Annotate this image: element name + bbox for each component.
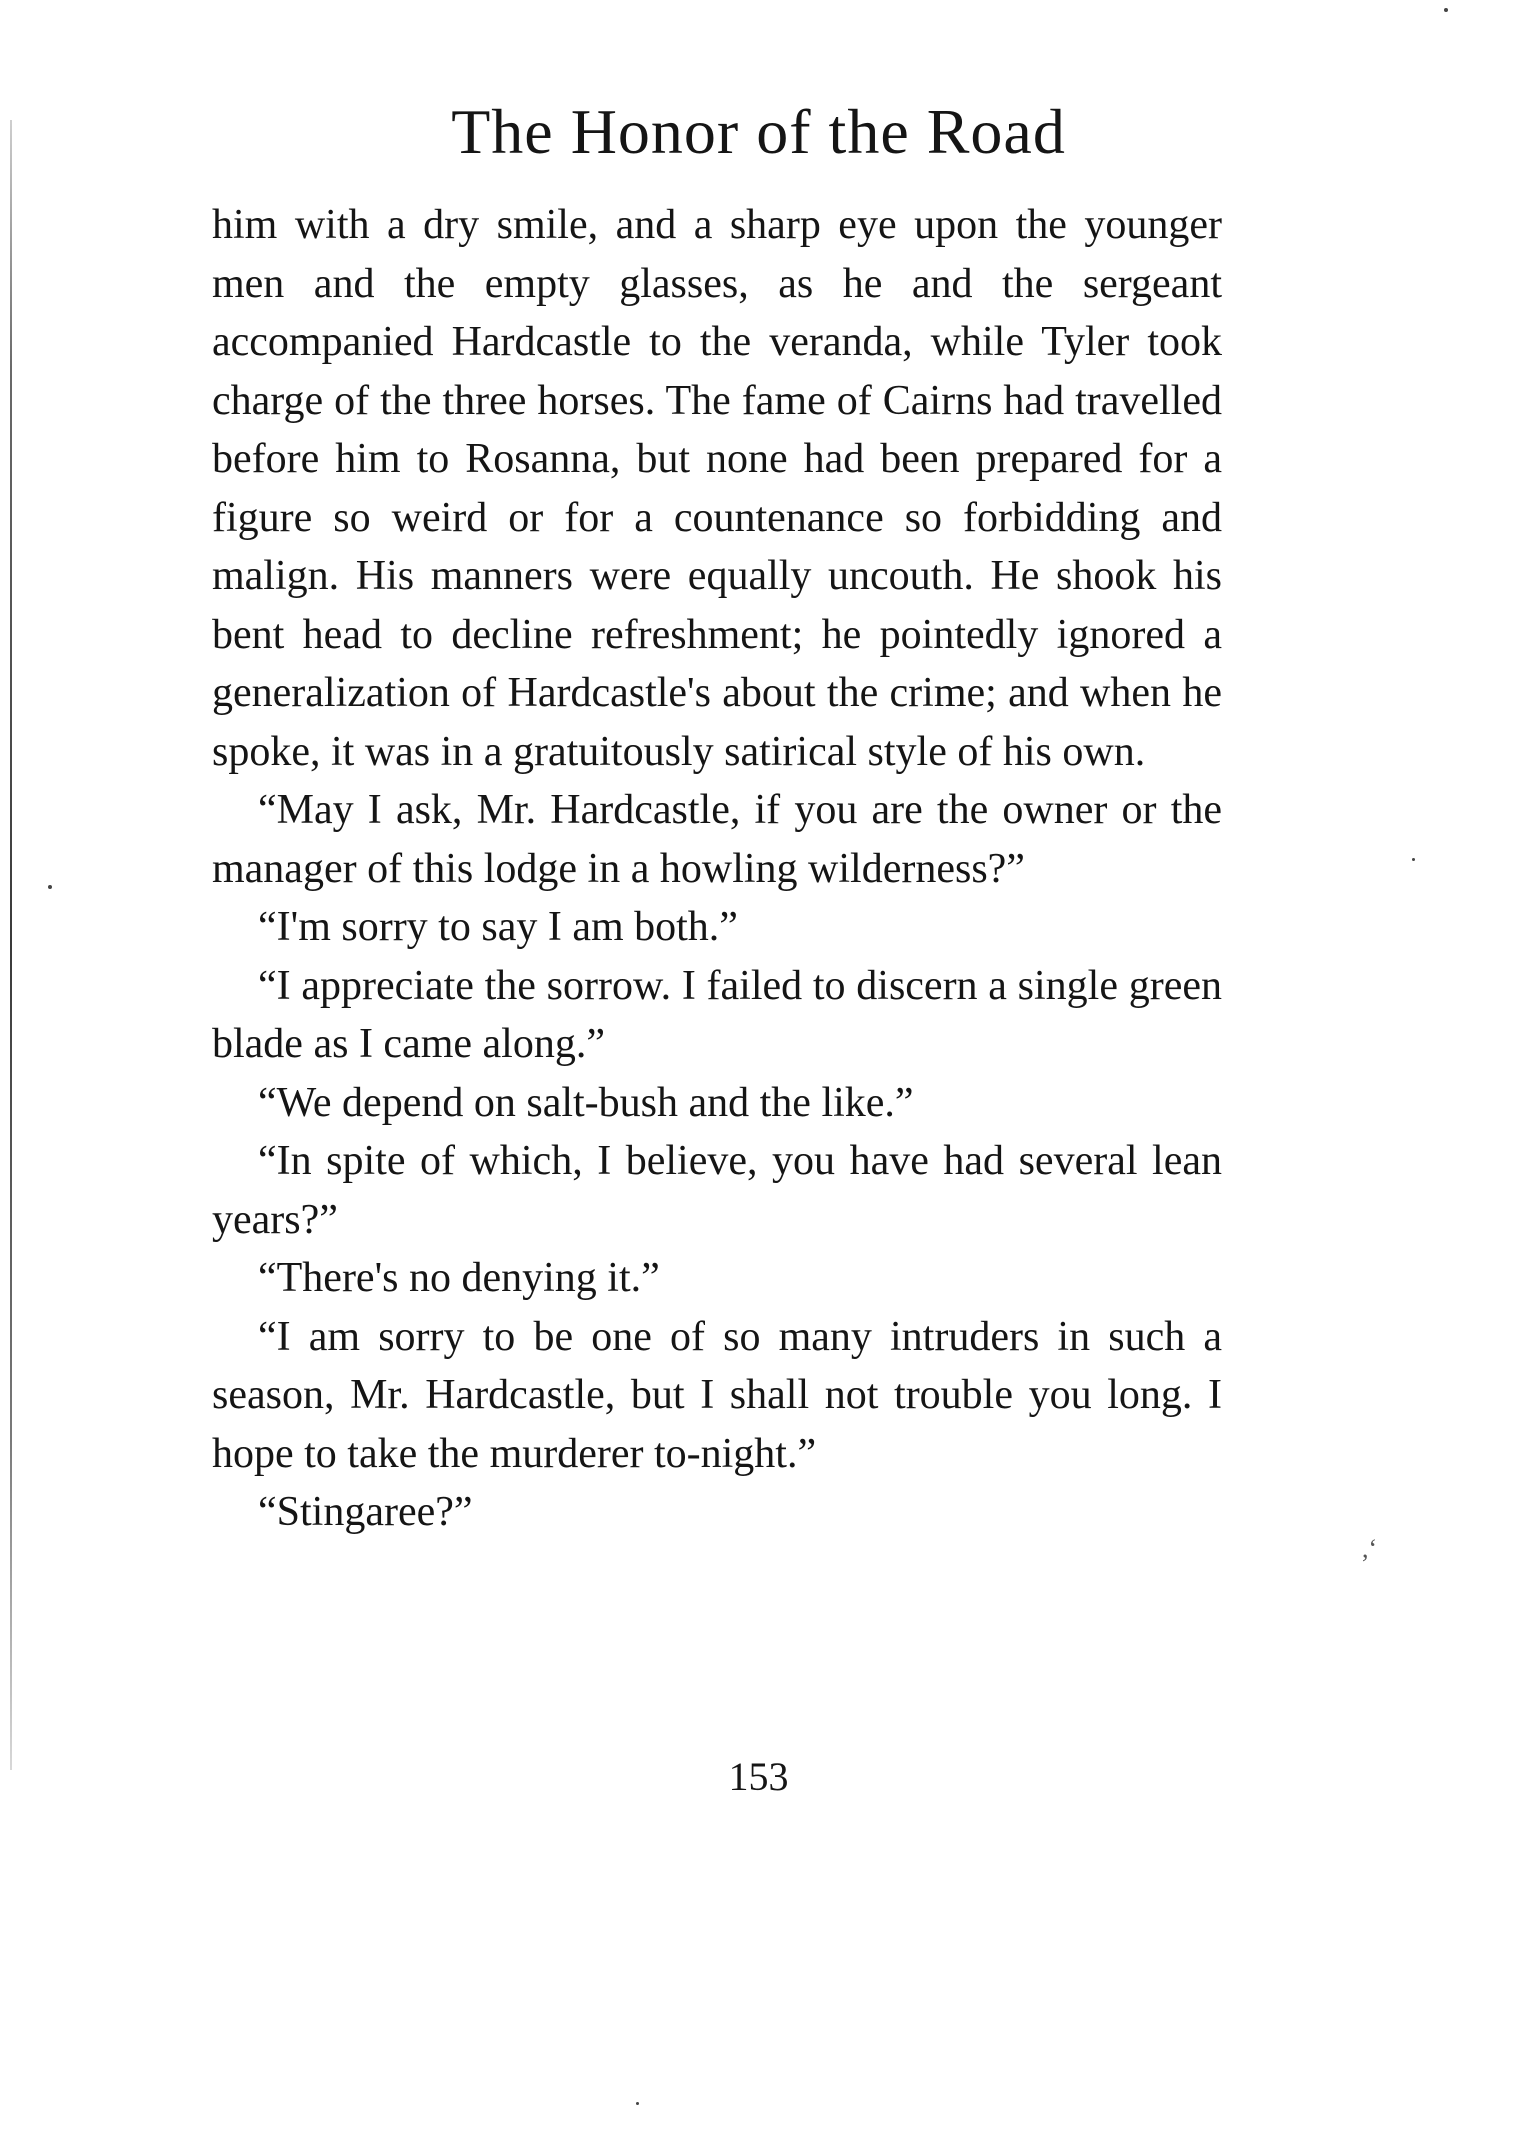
paragraph: “I'm sorry to say I am both.” (258, 904, 738, 950)
body-text (212, 196, 1222, 1542)
ink-speck (1444, 8, 1448, 12)
paragraph: “I appreciate the sorrow. I failed to discern a single green blade as I came along.” (212, 962, 1222, 1067)
page-number: 153 (728, 1754, 789, 1799)
paragraph: “I am sorry to be one of so many intruders in such a season, Mr. Hardcastle, but I shall not trouble you long. I hope to take the murderer to-night.” (212, 1313, 1222, 1477)
paragraph: “We depend on salt-bush and the like.” (258, 1079, 914, 1126)
running-head: The Honor of the Road (451, 96, 1066, 167)
paragraph: “Stingaree?” (258, 1489, 473, 1535)
binding-edge-line (10, 120, 12, 1770)
paragraph: “In spite of which, I believe, you have had several lean years?” (212, 1138, 1222, 1243)
paragraph: “May I ask, Mr. Hardcastle, if you are the owner or the manager of this lodge in a howling wilderness?” (212, 787, 1222, 892)
ink-speck (48, 885, 52, 889)
ink-speck (636, 2102, 639, 2105)
ink-speck (1412, 858, 1415, 861)
stray-mark: ,‘ (1362, 1534, 1378, 1563)
paragraph: “There's no denying it.” (258, 1255, 660, 1301)
paragraph: him with a dry smile, and a sharp eye upon the younger men and the empty glasses, as he and the sergeant accompanied Hardcastle to the veranda, while Tyler took charge of the three horses. The fame of Cairns had travelled before him to Rosanna, but none had been prepared for a figure so weird or for a countenance so forbidding and malign. His manners were equally uncouth. He shook his bent head to decline refreshment; he pointedly ignored a generalization of Hardcastle's about the crime; and when he spoke, it was in a gratuitously satirical style of his own. (212, 202, 1222, 775)
